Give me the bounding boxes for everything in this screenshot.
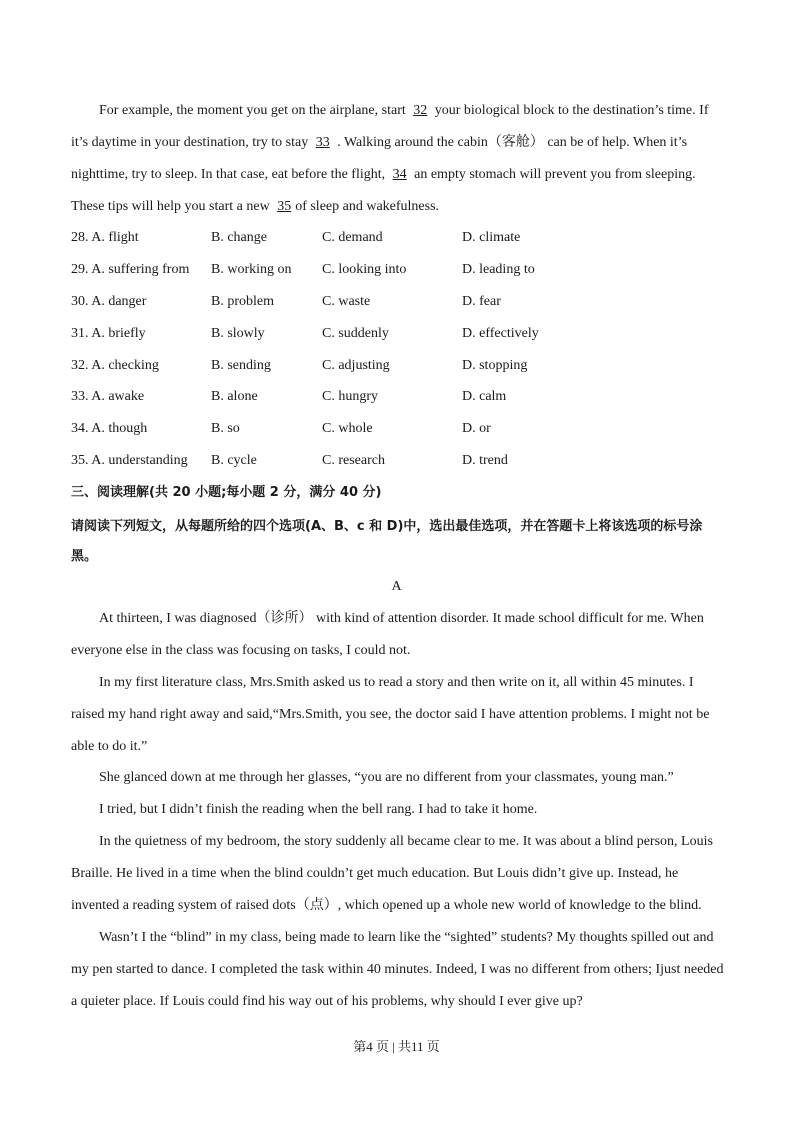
option-a: 29. A. suffering from (71, 261, 190, 277)
option-d: D. stopping (462, 357, 528, 373)
intro-text-1: For example, the moment you get on the airplane, start (99, 103, 410, 118)
option-a: 30. A. danger (71, 293, 147, 309)
blank-32: 32 (413, 103, 428, 118)
option-b: B. alone (211, 389, 258, 405)
passage-letter: A (391, 579, 402, 594)
blank-35: 35 (277, 199, 292, 214)
option-b: B. slowly (211, 325, 265, 341)
option-b: B. sending (211, 357, 271, 373)
option-c: C. demand (322, 229, 383, 245)
option-c: C. looking into (322, 261, 407, 277)
option-c: C. hungry (322, 389, 378, 405)
option-a: 33. A. awake (71, 389, 145, 405)
option-a: 35. A. understanding (71, 453, 188, 469)
option-row-30 (71, 286, 731, 318)
option-d: D. calm (462, 389, 507, 405)
option-row-35 (71, 445, 731, 477)
blank-34: 34 (392, 167, 407, 182)
option-b: B. problem (211, 293, 274, 309)
option-row-34 (71, 413, 731, 445)
blank-33: 33 (315, 135, 330, 150)
passage-paragraph-1: At thirteen, I was diagnosed（诊所） with kind of attention disorder. It made school difficult for me. When everyone else in the class was focusing on tasks, I could not. (71, 611, 704, 658)
option-b: B. so (211, 421, 240, 437)
passage-paragraph-5: In the quietness of my bedroom, the story suddenly all became clear to me. It was about a blind person, Louis Braille. He lived in a time when the blind couldn’t get much education. But Louis didn’t give up. Instead, he invented a reading system of raised dots（点）, which opened up a whole new world of knowledge to the blind. (71, 834, 713, 913)
section-instruction: 请阅读下列短文，从每题所给的四个选项(A、B、c 和 D)中，选出最佳选项，并在答题卡上将该选项的标号涂黑。 (71, 519, 703, 564)
option-row-31 (71, 318, 731, 350)
passage-paragraph-2: In my first literature class, Mrs.Smith asked us to read a story and then write on it, all within 45 minutes. I raised my hand right away and said,“Mrs.Smith, you see, the doctor said I have attention problems. I might not be able to do it.” (71, 675, 710, 754)
option-d: D. or (462, 421, 491, 437)
option-c: C. waste (322, 293, 371, 309)
option-a: 34. A. though (71, 421, 148, 437)
option-b: B. working on (211, 261, 292, 277)
option-a: 31. A. briefly (71, 325, 146, 341)
option-b: B. change (211, 229, 267, 245)
option-c: C. whole (322, 421, 373, 437)
option-c: C. suddenly (322, 325, 389, 341)
intro-paragraph (71, 95, 725, 223)
option-d: D. leading to (462, 261, 535, 277)
option-d: D. trend (462, 453, 508, 469)
intro-text-3: . Walking around the cabin（客舱） can be of help. When it’s nighttime, try to sleep. In that case, eat before the flight, (71, 135, 688, 182)
option-row-29 (71, 254, 731, 286)
option-row-32 (71, 350, 731, 382)
passage-paragraph-4: I tried, but I didn’t finish the reading when the bell rang. I had to take it home. (99, 802, 538, 817)
option-c: C. adjusting (322, 357, 390, 373)
passage-paragraph-6: Wasn’t I the “blind” in my class, being made to learn like the “sighted” students? My thoughts spilled out and my pen started to dance. I completed the task within 40 minutes. Indeed, I was no different from others; Ijust needed a quieter place. If Louis could find his way out of his problems, why should I ever give up? (71, 930, 724, 1009)
answer-options (71, 222, 731, 477)
option-row-33 (71, 381, 731, 413)
option-a: 32. A. checking (71, 357, 159, 373)
section-heading: 三、阅读理解(共 20 小题;每小题 2 分，满分 40 分) (71, 485, 382, 500)
option-d: D. fear (462, 293, 501, 309)
option-row-28 (71, 222, 731, 254)
option-d: D. effectively (462, 325, 539, 341)
option-c: C. research (322, 453, 385, 469)
option-b: B. cycle (211, 453, 257, 469)
passage-paragraph-3: She glanced down at me through her glasses, “you are no different from your classmates, young man.” (99, 770, 674, 785)
page-footer: 第4 页 | 共11 页 (353, 1039, 440, 1054)
option-a: 28. A. flight (71, 229, 139, 245)
intro-text-4: an empty stomach will prevent you from sleeping. These tips will help you start a new (71, 167, 696, 214)
intro-text-5: of sleep and wakefulness. (295, 199, 440, 214)
option-d: D. climate (462, 229, 521, 245)
intro-text-2: your biological block to the destination’s time. If it’s daytime in your destination, try to stay (71, 103, 709, 150)
